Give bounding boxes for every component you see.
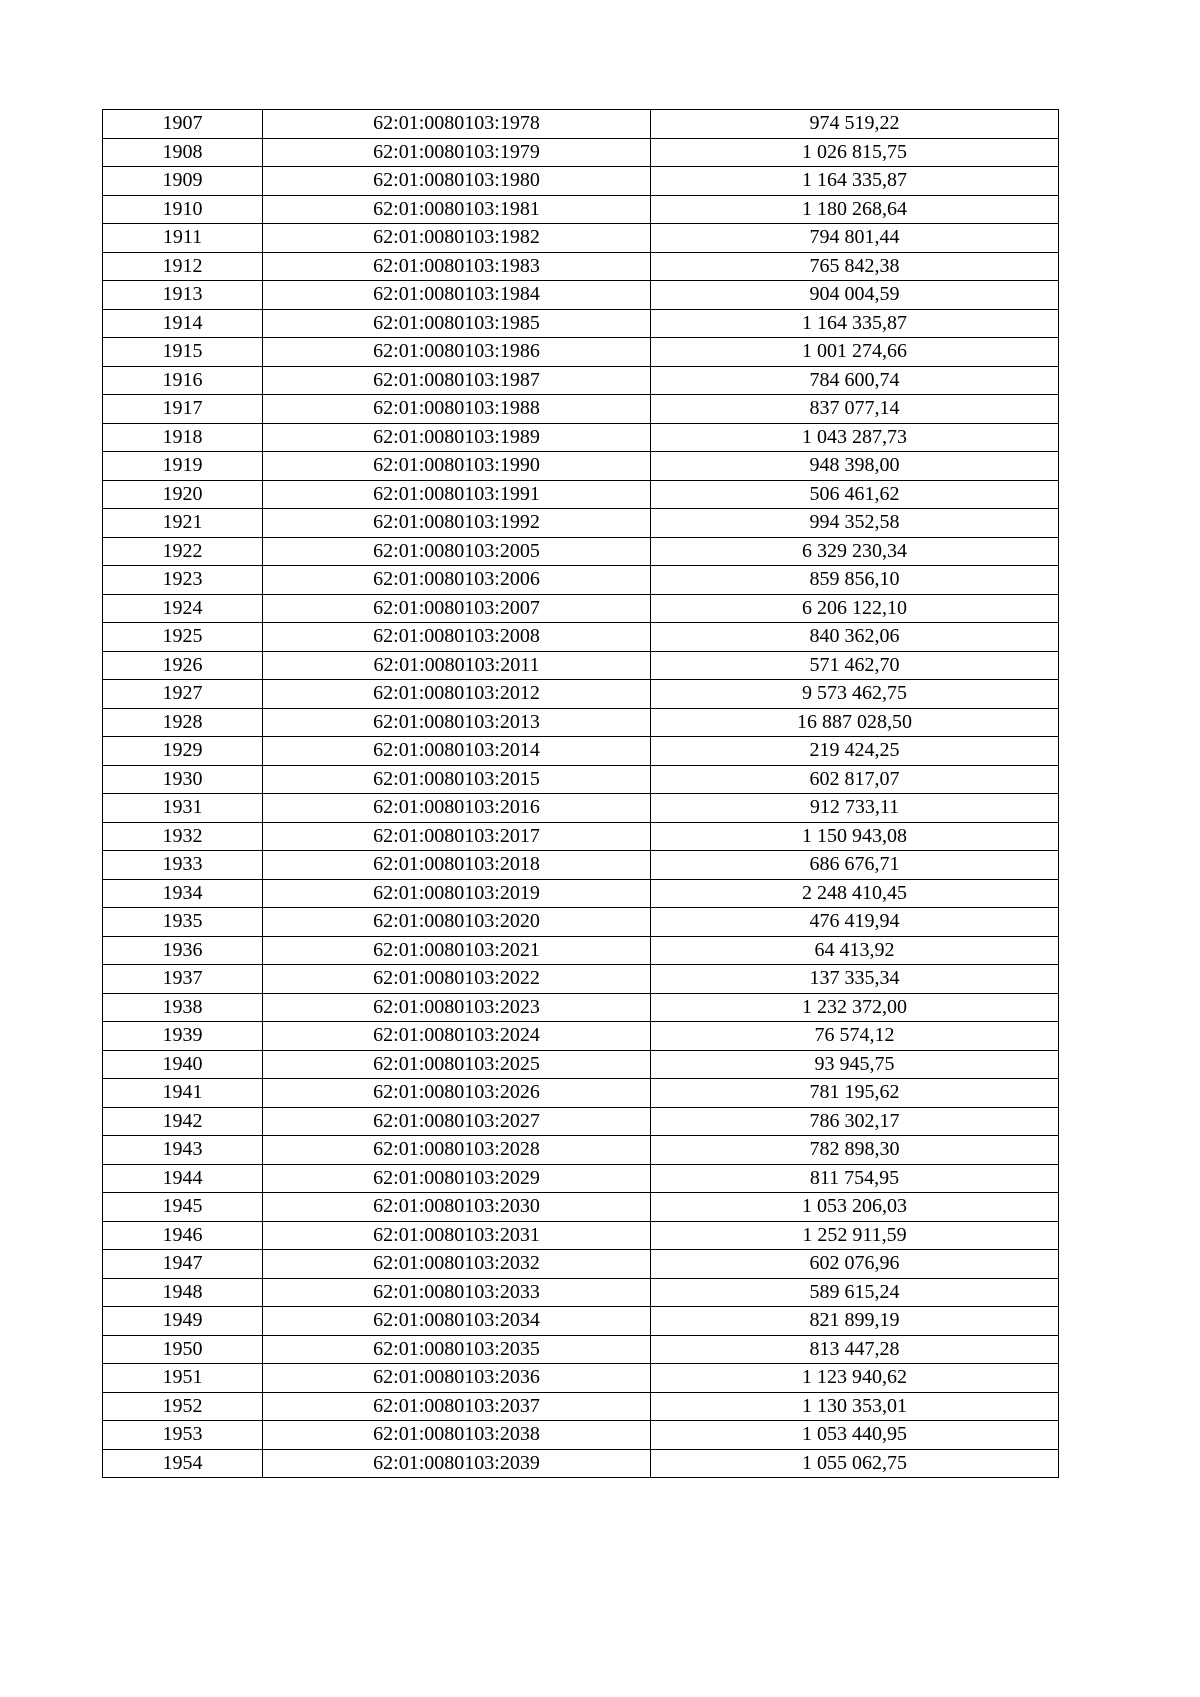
cadastral-value-cell: 811 754,95 bbox=[651, 1164, 1059, 1193]
cadastral-number-cell: 62:01:0080103:2031 bbox=[263, 1221, 651, 1250]
table-row bbox=[103, 1221, 1059, 1250]
table-row bbox=[103, 765, 1059, 794]
cadastral-value-cell: 602 076,96 bbox=[651, 1250, 1059, 1279]
cadastral-number-cell: 62:01:0080103:1989 bbox=[263, 423, 651, 452]
cadastral-number-cell: 62:01:0080103:2033 bbox=[263, 1278, 651, 1307]
table-row bbox=[103, 1050, 1059, 1079]
row-number-cell: 1915 bbox=[103, 338, 263, 367]
table-row bbox=[103, 1278, 1059, 1307]
row-number-cell: 1910 bbox=[103, 195, 263, 224]
cadastral-value-cell: 686 676,71 bbox=[651, 851, 1059, 880]
table-row bbox=[103, 908, 1059, 937]
cadastral-number-cell: 62:01:0080103:2037 bbox=[263, 1392, 651, 1421]
cadastral-value-cell: 813 447,28 bbox=[651, 1335, 1059, 1364]
row-number-cell: 1948 bbox=[103, 1278, 263, 1307]
row-number-cell: 1919 bbox=[103, 452, 263, 481]
cadastral-value-cell: 1 130 353,01 bbox=[651, 1392, 1059, 1421]
cadastral-number-cell: 62:01:0080103:2016 bbox=[263, 794, 651, 823]
row-number-cell: 1929 bbox=[103, 737, 263, 766]
table-row bbox=[103, 651, 1059, 680]
cadastral-number-cell: 62:01:0080103:2015 bbox=[263, 765, 651, 794]
table-row bbox=[103, 1022, 1059, 1051]
table-row bbox=[103, 1136, 1059, 1165]
table-row bbox=[103, 338, 1059, 367]
cadastral-value-cell: 6 329 230,34 bbox=[651, 537, 1059, 566]
cadastral-number-cell: 62:01:0080103:2019 bbox=[263, 879, 651, 908]
cadastral-value-cell: 219 424,25 bbox=[651, 737, 1059, 766]
cadastral-number-cell: 62:01:0080103:2027 bbox=[263, 1107, 651, 1136]
row-number-cell: 1918 bbox=[103, 423, 263, 452]
cadastral-value-cell: 571 462,70 bbox=[651, 651, 1059, 680]
cadastral-value-cell: 1 232 372,00 bbox=[651, 993, 1059, 1022]
cadastral-number-cell: 62:01:0080103:2014 bbox=[263, 737, 651, 766]
table-row bbox=[103, 252, 1059, 281]
row-number-cell: 1907 bbox=[103, 110, 263, 139]
table-row bbox=[103, 1335, 1059, 1364]
cadastral-value-cell: 1 180 268,64 bbox=[651, 195, 1059, 224]
cadastral-value-cell: 1 150 943,08 bbox=[651, 822, 1059, 851]
table-row bbox=[103, 452, 1059, 481]
cadastral-number-cell: 62:01:0080103:2006 bbox=[263, 566, 651, 595]
table-row bbox=[103, 138, 1059, 167]
cadastral-value-cell: 821 899,19 bbox=[651, 1307, 1059, 1336]
cadastral-number-cell: 62:01:0080103:1985 bbox=[263, 309, 651, 338]
cadastral-value-cell: 76 574,12 bbox=[651, 1022, 1059, 1051]
table-row bbox=[103, 423, 1059, 452]
cadastral-value-cell: 64 413,92 bbox=[651, 936, 1059, 965]
table-row bbox=[103, 1392, 1059, 1421]
cadastral-value-cell: 1 164 335,87 bbox=[651, 309, 1059, 338]
cadastral-value-cell: 837 077,14 bbox=[651, 395, 1059, 424]
table-row bbox=[103, 110, 1059, 139]
row-number-cell: 1923 bbox=[103, 566, 263, 595]
cadastral-number-cell: 62:01:0080103:2028 bbox=[263, 1136, 651, 1165]
table-row bbox=[103, 822, 1059, 851]
cadastral-value-cell: 904 004,59 bbox=[651, 281, 1059, 310]
cadastral-value-cell: 1 055 062,75 bbox=[651, 1449, 1059, 1478]
cadastral-value-cell: 1 026 815,75 bbox=[651, 138, 1059, 167]
table-row bbox=[103, 1107, 1059, 1136]
row-number-cell: 1921 bbox=[103, 509, 263, 538]
row-number-cell: 1922 bbox=[103, 537, 263, 566]
cadastral-number-cell: 62:01:0080103:2011 bbox=[263, 651, 651, 680]
row-number-cell: 1937 bbox=[103, 965, 263, 994]
table-row bbox=[103, 623, 1059, 652]
table-row bbox=[103, 879, 1059, 908]
row-number-cell: 1909 bbox=[103, 167, 263, 196]
table-row bbox=[103, 167, 1059, 196]
table-row bbox=[103, 1079, 1059, 1108]
row-number-cell: 1931 bbox=[103, 794, 263, 823]
row-number-cell: 1934 bbox=[103, 879, 263, 908]
cadastral-number-cell: 62:01:0080103:2013 bbox=[263, 708, 651, 737]
cadastral-number-cell: 62:01:0080103:2020 bbox=[263, 908, 651, 937]
cadastral-value-cell: 476 419,94 bbox=[651, 908, 1059, 937]
row-number-cell: 1939 bbox=[103, 1022, 263, 1051]
cadastral-number-cell: 62:01:0080103:2024 bbox=[263, 1022, 651, 1051]
cadastral-value-cell: 994 352,58 bbox=[651, 509, 1059, 538]
cadastral-number-cell: 62:01:0080103:1984 bbox=[263, 281, 651, 310]
cadastral-value-cell: 912 733,11 bbox=[651, 794, 1059, 823]
cadastral-value-cell: 781 195,62 bbox=[651, 1079, 1059, 1108]
cadastral-value-cell: 840 362,06 bbox=[651, 623, 1059, 652]
row-number-cell: 1928 bbox=[103, 708, 263, 737]
cadastral-value-cell: 1 252 911,59 bbox=[651, 1221, 1059, 1250]
row-number-cell: 1911 bbox=[103, 224, 263, 253]
cadastral-number-cell: 62:01:0080103:2026 bbox=[263, 1079, 651, 1108]
table-row bbox=[103, 708, 1059, 737]
row-number-cell: 1933 bbox=[103, 851, 263, 880]
cadastral-value-cell: 765 842,38 bbox=[651, 252, 1059, 281]
cadastral-number-cell: 62:01:0080103:2032 bbox=[263, 1250, 651, 1279]
cadastral-number-cell: 62:01:0080103:1982 bbox=[263, 224, 651, 253]
row-number-cell: 1924 bbox=[103, 594, 263, 623]
row-number-cell: 1954 bbox=[103, 1449, 263, 1478]
cadastral-number-cell: 62:01:0080103:2008 bbox=[263, 623, 651, 652]
row-number-cell: 1908 bbox=[103, 138, 263, 167]
table-row bbox=[103, 395, 1059, 424]
table-row bbox=[103, 1364, 1059, 1393]
cadastral-number-cell: 62:01:0080103:1988 bbox=[263, 395, 651, 424]
row-number-cell: 1917 bbox=[103, 395, 263, 424]
table-row bbox=[103, 1250, 1059, 1279]
cadastral-number-cell: 62:01:0080103:2039 bbox=[263, 1449, 651, 1478]
row-number-cell: 1940 bbox=[103, 1050, 263, 1079]
cadastral-number-cell: 62:01:0080103:2029 bbox=[263, 1164, 651, 1193]
table-body bbox=[103, 110, 1059, 1478]
cadastral-value-cell: 1 053 206,03 bbox=[651, 1193, 1059, 1222]
table-row bbox=[103, 1164, 1059, 1193]
cadastral-number-cell: 62:01:0080103:1980 bbox=[263, 167, 651, 196]
table-row bbox=[103, 281, 1059, 310]
cadastral-number-cell: 62:01:0080103:1992 bbox=[263, 509, 651, 538]
cadastral-number-cell: 62:01:0080103:2030 bbox=[263, 1193, 651, 1222]
table-row bbox=[103, 509, 1059, 538]
cadastral-value-cell: 1 164 335,87 bbox=[651, 167, 1059, 196]
row-number-cell: 1916 bbox=[103, 366, 263, 395]
cadastral-number-cell: 62:01:0080103:1981 bbox=[263, 195, 651, 224]
row-number-cell: 1914 bbox=[103, 309, 263, 338]
row-number-cell: 1925 bbox=[103, 623, 263, 652]
cadastral-value-cell: 1 043 287,73 bbox=[651, 423, 1059, 452]
cadastral-number-cell: 62:01:0080103:2018 bbox=[263, 851, 651, 880]
table-row bbox=[103, 1421, 1059, 1450]
cadastral-value-cell: 784 600,74 bbox=[651, 366, 1059, 395]
cadastral-number-cell: 62:01:0080103:1991 bbox=[263, 480, 651, 509]
cadastral-number-cell: 62:01:0080103:1986 bbox=[263, 338, 651, 367]
row-number-cell: 1947 bbox=[103, 1250, 263, 1279]
table-row bbox=[103, 794, 1059, 823]
cadastral-value-cell: 93 945,75 bbox=[651, 1050, 1059, 1079]
cadastral-number-cell: 62:01:0080103:2025 bbox=[263, 1050, 651, 1079]
cadastral-number-cell: 62:01:0080103:2036 bbox=[263, 1364, 651, 1393]
table-row bbox=[103, 993, 1059, 1022]
cadastral-value-cell: 6 206 122,10 bbox=[651, 594, 1059, 623]
cadastral-number-cell: 62:01:0080103:2035 bbox=[263, 1335, 651, 1364]
cadastral-number-cell: 62:01:0080103:2012 bbox=[263, 680, 651, 709]
table-row bbox=[103, 537, 1059, 566]
row-number-cell: 1942 bbox=[103, 1107, 263, 1136]
table-row bbox=[103, 1193, 1059, 1222]
row-number-cell: 1932 bbox=[103, 822, 263, 851]
table-row bbox=[103, 566, 1059, 595]
cadastral-number-cell: 62:01:0080103:1983 bbox=[263, 252, 651, 281]
table-row bbox=[103, 965, 1059, 994]
cadastral-number-cell: 62:01:0080103:1978 bbox=[263, 110, 651, 139]
cadastral-number-cell: 62:01:0080103:1979 bbox=[263, 138, 651, 167]
cadastral-number-cell: 62:01:0080103:1990 bbox=[263, 452, 651, 481]
cadastral-value-cell: 2 248 410,45 bbox=[651, 879, 1059, 908]
table-row bbox=[103, 480, 1059, 509]
row-number-cell: 1920 bbox=[103, 480, 263, 509]
cadastral-number-cell: 62:01:0080103:2022 bbox=[263, 965, 651, 994]
row-number-cell: 1944 bbox=[103, 1164, 263, 1193]
cadastral-value-cell: 9 573 462,75 bbox=[651, 680, 1059, 709]
row-number-cell: 1912 bbox=[103, 252, 263, 281]
cadastral-number-cell: 62:01:0080103:2017 bbox=[263, 822, 651, 851]
cadastral-value-cell: 602 817,07 bbox=[651, 765, 1059, 794]
cadastral-value-table bbox=[102, 109, 1059, 1478]
row-number-cell: 1926 bbox=[103, 651, 263, 680]
cadastral-number-cell: 62:01:0080103:2038 bbox=[263, 1421, 651, 1450]
table-row bbox=[103, 1307, 1059, 1336]
table-row bbox=[103, 195, 1059, 224]
cadastral-number-cell: 62:01:0080103:2005 bbox=[263, 537, 651, 566]
table-row bbox=[103, 594, 1059, 623]
row-number-cell: 1935 bbox=[103, 908, 263, 937]
cadastral-value-cell: 137 335,34 bbox=[651, 965, 1059, 994]
cadastral-number-cell: 62:01:0080103:2007 bbox=[263, 594, 651, 623]
cadastral-value-cell: 1 001 274,66 bbox=[651, 338, 1059, 367]
table-row bbox=[103, 1449, 1059, 1478]
cadastral-value-cell: 782 898,30 bbox=[651, 1136, 1059, 1165]
row-number-cell: 1953 bbox=[103, 1421, 263, 1450]
table-row bbox=[103, 936, 1059, 965]
cadastral-value-cell: 974 519,22 bbox=[651, 110, 1059, 139]
row-number-cell: 1946 bbox=[103, 1221, 263, 1250]
cadastral-value-cell: 794 801,44 bbox=[651, 224, 1059, 253]
row-number-cell: 1945 bbox=[103, 1193, 263, 1222]
cadastral-number-cell: 62:01:0080103:2034 bbox=[263, 1307, 651, 1336]
row-number-cell: 1941 bbox=[103, 1079, 263, 1108]
table-row bbox=[103, 737, 1059, 766]
row-number-cell: 1913 bbox=[103, 281, 263, 310]
row-number-cell: 1952 bbox=[103, 1392, 263, 1421]
row-number-cell: 1936 bbox=[103, 936, 263, 965]
row-number-cell: 1949 bbox=[103, 1307, 263, 1336]
row-number-cell: 1943 bbox=[103, 1136, 263, 1165]
cadastral-number-cell: 62:01:0080103:2021 bbox=[263, 936, 651, 965]
cadastral-value-cell: 16 887 028,50 bbox=[651, 708, 1059, 737]
cadastral-value-cell: 1 123 940,62 bbox=[651, 1364, 1059, 1393]
cadastral-value-cell: 1 053 440,95 bbox=[651, 1421, 1059, 1450]
table-row bbox=[103, 851, 1059, 880]
row-number-cell: 1950 bbox=[103, 1335, 263, 1364]
cadastral-number-cell: 62:01:0080103:1987 bbox=[263, 366, 651, 395]
cadastral-value-cell: 506 461,62 bbox=[651, 480, 1059, 509]
cadastral-value-cell: 948 398,00 bbox=[651, 452, 1059, 481]
table-row bbox=[103, 366, 1059, 395]
cadastral-number-cell: 62:01:0080103:2023 bbox=[263, 993, 651, 1022]
row-number-cell: 1951 bbox=[103, 1364, 263, 1393]
row-number-cell: 1938 bbox=[103, 993, 263, 1022]
table-row bbox=[103, 309, 1059, 338]
cadastral-value-cell: 859 856,10 bbox=[651, 566, 1059, 595]
row-number-cell: 1927 bbox=[103, 680, 263, 709]
table-row bbox=[103, 680, 1059, 709]
table-row bbox=[103, 224, 1059, 253]
row-number-cell: 1930 bbox=[103, 765, 263, 794]
cadastral-value-cell: 786 302,17 bbox=[651, 1107, 1059, 1136]
cadastral-value-cell: 589 615,24 bbox=[651, 1278, 1059, 1307]
